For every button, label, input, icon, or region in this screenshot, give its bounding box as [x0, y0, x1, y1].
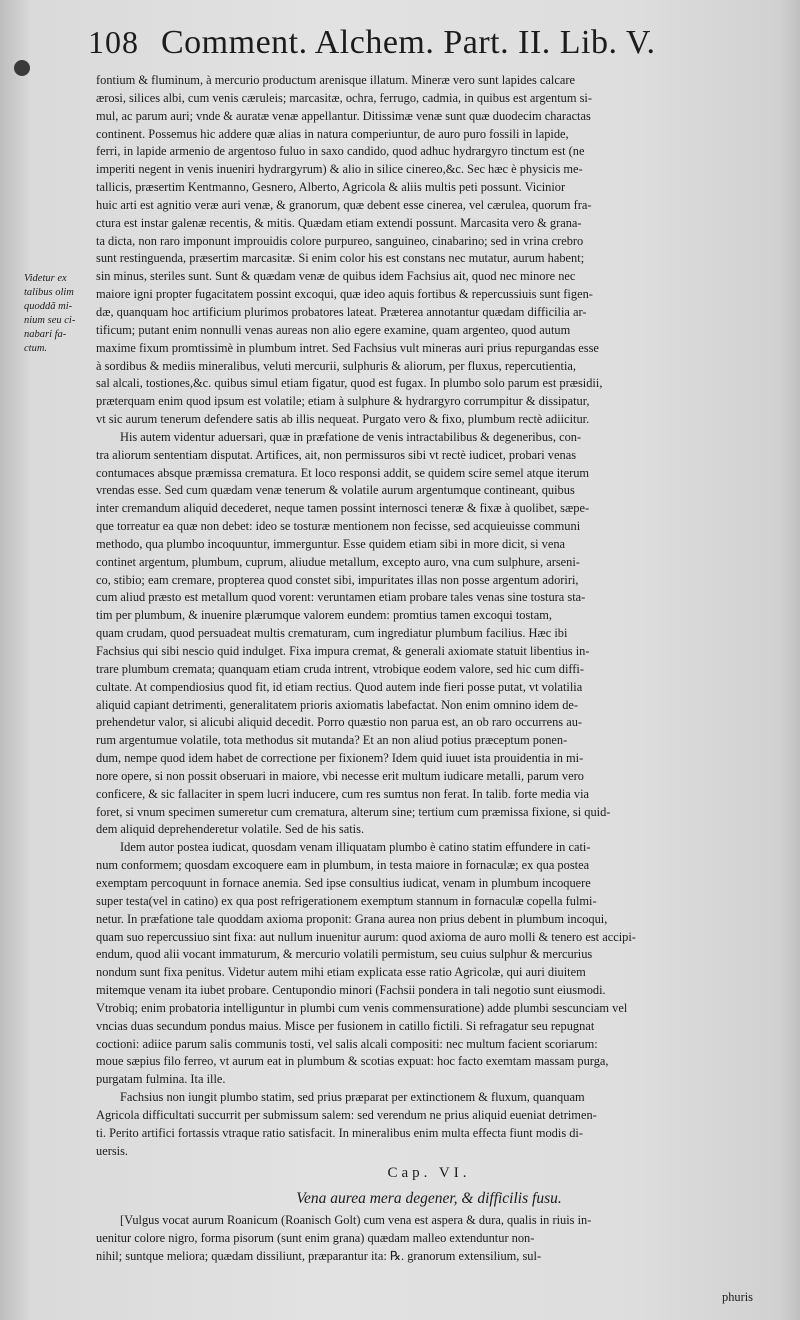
text-line: tificum; putant enim nonnulli venas aureas non alio egere examine, quam argenteo, quod autum	[96, 322, 571, 337]
text-line: cum aliud præsto est metallum quod vorent: veruntamen etiam probare tales venas sine tostura sta-	[96, 590, 586, 605]
text-line: co, stibio; eam cremare, propterea quod constet sibi, impuritates illas non posse argentum adoriri,	[96, 572, 579, 587]
text-line: tallicis, præsertim Kentmanno, Gesnero, Alberto, Agricola & aliis multis peti possunt. Vicinior	[96, 180, 566, 195]
text-line: vncias duas secundum pondus maius. Misce per fusionem in catillo fictili. Si refragatur seu repugnat	[96, 1018, 595, 1033]
text-line: quam suo repercussiuo sint fixa: aut nullum inuenitur aurum: quod axioma de auro molli & tenero est accipi-	[96, 929, 636, 944]
text-line: inter cremandum aliquid decederet, neque tamen possint internosci teneræ & fixæ à quolibet, sæpe-	[96, 501, 590, 516]
text-line: trare plumbum cremata; quanquam etiam cruda intrent, vtrobique eodem valore, sed hic cum diffi-	[96, 661, 584, 676]
chapter-title: Vena aurea mera degener, & difficilis fusu.	[296, 1190, 562, 1208]
text-line: exemptam percoquunt in fornace anemia. Sed ipse consultius iudicat, venam in plumbum incoquere	[96, 875, 591, 890]
text-line: fontium & fluminum, à mercurio productum arenisque illatum. Mineræ vero sunt lapides calcare	[96, 73, 575, 87]
page-defect-spot	[14, 60, 30, 76]
text-line: Idem autor postea iudicat, quosdam venam illiquatam plumbo è catino statim effundere in cati-	[120, 840, 591, 855]
text-line: ferri, in lapide armenio de argentoso fuluo in saxo candido, quod adhuc hydrargyro tinctum est (ne	[96, 144, 585, 159]
text-line: quam crudam, quod persuadeat multis crematuram, cum ingrediatur plumbum facilius. Hæc ibi	[96, 626, 568, 641]
marginal-note-line: nium seu ci-	[24, 315, 76, 326]
text-line: contumaces absque præmissa crematura. Et loco responsi addit, se quidem scire semel atque iterum	[96, 465, 590, 480]
catchword: phuris	[722, 1290, 753, 1304]
marginal-note-line: quoddã mi-	[24, 301, 73, 312]
text-line: uenitur colore nigro, forma pisorum (sunt enim grana) quædam malleo extenduntur non-	[96, 1231, 535, 1246]
text-line: maiore igni propter fugacitatem possint excoqui, quæ ideo aquis fortibus & repercussiuis sunt figen-	[96, 287, 593, 302]
text-line: methodo, qua plumbo incoquuntur, immerguntur. Esse quidem etiam sibi in more dicit, si vena	[96, 536, 566, 551]
text-line: dum, nempe quod idem habet de correctione per fixionem? Idem quid iuuet ista prouidentia in mi-	[96, 751, 584, 766]
body-text	[96, 72, 762, 1266]
text-line: sunt restinguenda, præsertim marcasitæ. Si enim color his est constans nec mutatur, aurum habent;	[96, 251, 585, 266]
running-title: Comment. Alchem. Part. II. Lib. V.	[161, 24, 656, 61]
text-line: tim per plumbum, & inuenire plærumque valorem eundem: promtius tamen excoqui tostam,	[96, 608, 552, 623]
text-line: cultate. At compendiosius quod fit, id etiam rectius. Quod autem inde fieri posse putat, vt volatilia	[96, 679, 583, 694]
text-line: [Vulgus vocat aurum Roanicum (Roanisch Golt) cum vena est aspera & dura, qualis in riuis in-	[120, 1213, 592, 1228]
text-line: vt sic aurum tenerum defendere satis ab illis nequeat. Purgato vero & fixo, plumbum rectè adiicitur.	[96, 412, 590, 427]
text-line: sal alcali, tostiones,&c. quibus simul etiam figatur, quod est fugax. In plumbo solo parum est præsidii,	[96, 376, 603, 391]
text-line: Fachsius non iungit plumbo statim, sed prius præparat per extinctionem & fluxum, quanquam	[120, 1090, 585, 1105]
text-line: ti. Perito artifici fortassis vtraque ratio satisfacit. In mineralibus enim multa effecta fiunt modis di-	[96, 1125, 584, 1140]
text-line: purgatam fulmina. Ita ille.	[96, 1072, 226, 1087]
text-line: vrendas esse. Sed cum quædam venæ tenerum & volatile aurum argentumque contineant, quibus	[96, 483, 575, 498]
text-line: prehendetur valor, si alicubi aliquid decedit. Porro quæstio non parua est, an ob raro occurrens au-	[96, 715, 583, 730]
text-line: maxime fixum promtissimè in plumbum intret. Sed Fachsius vult mineras auri prius repurgandas esse	[96, 340, 599, 355]
text-line: dem aliquid deprehenderetur volatile. Sed de his satis.	[96, 822, 365, 837]
text-line: à sordibus & mediis mineralibus, veluti mercurii, sulphuris & aliorum, per fluxus, repercutientia,	[96, 358, 577, 373]
text-line: num conformem; quosdam excoquere eam in plumbum, in testa maiore in fornaculæ; ex qua postea	[96, 858, 590, 873]
marginal-note-line: ctum.	[24, 343, 48, 354]
text-line: mitemque venam ita iubet probare. Centupondio minori (Fachsii pondera in tali negotio sunt eiusmodi.	[96, 983, 606, 998]
text-line: foret, si vnum specimen sumeretur cum crematura, alterum sine; tertium cum præmissa fixione, si quid-	[96, 804, 611, 819]
text-line: tra aliorum sententiam disputat. Artifices, ait, non permissuros sibi vt rectè iudicet, probari venas	[96, 447, 577, 462]
text-line: ærosi, silices albi, cum venis cæruleis; marcasitæ, ochra, ferrugo, cadmia, in quibus est argentum si-	[96, 90, 592, 105]
text-line: mul, ac parum auri; vnde & auratæ venæ appellantur. Ditissimæ venæ sunt quæ duodecim charactas	[96, 108, 591, 123]
marginal-note-line: Videtur ex	[24, 273, 67, 284]
text-line: continet argentum, plumbum, cuprum, aliudue metallum, excepto auro, vna cum sulphure, arseni-	[96, 554, 580, 569]
text-line: aliquid capiant detrimenti, generalitatem prioris axiomatis labefactat. Non enim omnino idem de-	[96, 697, 579, 712]
text-line: His autem videntur aduersari, quæ in præfatione de venis intractabilibus & degeneribus, con-	[120, 429, 582, 444]
text-line: rum argentumue volatile, tota methodus sit mutanda? Et an non aliud potius præceptum ponen-	[96, 733, 568, 748]
text-line: huic arti est agnitio veræ auri venæ, & granorum, quæ debent esse cinerea, vel cærulea, quorum fra-	[96, 197, 592, 212]
marginal-note-line: talibus olim	[24, 287, 74, 298]
text-line: coctioni: adiice parum salis communis tosti, vel salis alcali compositi: nec multum facient scoriarum:	[96, 1036, 598, 1051]
text-line: ctura est instar galenæ recentis, & mitis. Quædam etiam extendi possunt. Marcasita vero & grana-	[96, 215, 582, 230]
text-line: conficere, & sic fallaciter in spem lucri inducere, cum res sumtus non ferat. In talib. forte media via	[96, 786, 590, 801]
text-line: Fachsius qui sibi nescio quid indulget. Fixa impura cremat, & generali axiomate statuit libentius in-	[96, 644, 590, 658]
text-line: sin minus, steriles sunt. Sunt & quædam venæ de quibus idem Fachsius ait, quod nec minore nec	[96, 269, 576, 284]
text-line: præterquam enim quod ipsum est volatile; etiam à sulphure & hydrargyro corrumpitur & dissipatur,	[96, 394, 590, 409]
text-line: ta dicta, non raro imponunt improuidis colore purpureo, sanguineo, cinabarino; sed in vrina crebro	[96, 233, 584, 248]
text-line: nondum sunt fixa penitus. Videtur autem mihi etiam explicata esse ratio Agricolæ, qui auri diuitem	[96, 965, 586, 980]
text-line: dæ, quanquam hoc artificium plurimos probatores lateat. Præterea annotantur quædam difficilia ar-	[96, 304, 587, 319]
text-line: super testa(vel in catino) ex qua post refrigerationem exemptum stannum in fornaculæ copella fulmi-	[96, 893, 597, 908]
marginal-note	[24, 272, 96, 356]
chapter-heading: Cap. VI.	[387, 1165, 471, 1182]
marginal-note-line: nabari fa-	[24, 329, 67, 340]
text-line: Vtrobiq; enim probatoria intelliguntur in plumbi cum venis commensuratione) adde plumbi sescunciam vel	[96, 1000, 628, 1015]
text-line: que torreatur ea quæ non debet: ideo se tosturæ mentionem non fecisse, sed acquieuisse communi	[96, 519, 581, 534]
text-line: moue sæpius filo ferreo, vt aurum eat in plumbum & scotias expuat: hoc facto exemtam massam purga,	[96, 1054, 609, 1069]
page-header	[88, 24, 788, 70]
text-line: Agricola difficultati succurrit per submissum salem: sed verendum ne prius aliquid eueniat detrimen-	[96, 1107, 597, 1122]
text-line: nihil; suntque meliora; quædam dissiliunt, præparantur ita: ℞. granorum extensilium, sul-	[96, 1249, 542, 1264]
text-line: imperiti negent in venis inueniri hydrargyrum) & alio in silice cinereo,&c. Sec hæc è physicis me-	[96, 162, 583, 177]
text-line: nore opere, si non possit obseruari in maiore, vbi necesse erit multum iudicare metalli, parum vero	[96, 768, 584, 783]
text-line: uersis.	[96, 1143, 129, 1158]
text-line: netur. In præfatione tale quoddam axioma proponit: Grana aurea non prius debent in plumbum incoqui,	[96, 911, 608, 926]
text-line: endum, quod alii vocant immaturum, & mercurio volatili permistum, seu cuius sulphur & mercurius	[96, 947, 593, 962]
page-number: 108	[88, 24, 139, 60]
text-line: continent. Possemus hic addere quæ alias in natura comperiuntur, de auro puro fossili in lapide,	[96, 126, 569, 141]
page-edge-shade	[780, 0, 800, 1320]
